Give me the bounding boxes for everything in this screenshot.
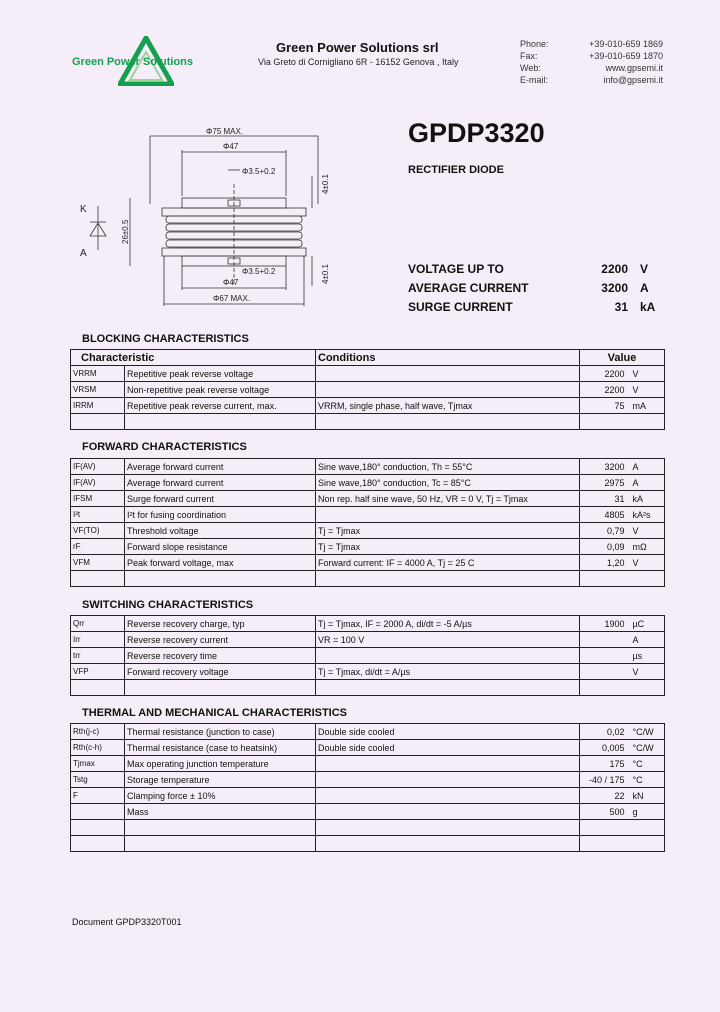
cell-condition: Tj = Tjmax: [316, 539, 580, 555]
cell-condition: [316, 382, 580, 398]
contact-fax: Fax: +39-010-659 1870: [520, 51, 663, 61]
cell-value: 4805: [580, 507, 630, 523]
table-row: [71, 804, 665, 820]
cell-description: Thermal resistance (junction to case): [125, 724, 316, 740]
cell-unit: A: [630, 459, 665, 475]
table-row: [71, 491, 665, 507]
cell-value: 500: [580, 804, 630, 820]
cell-unit: °C/W: [630, 724, 665, 740]
product-type: RECTIFIER DIODE: [408, 164, 504, 176]
cell-symbol: [71, 804, 125, 820]
dim-d35-top: Φ3.5+0.2: [242, 167, 276, 176]
cell-value: 0,02: [580, 724, 630, 740]
cell-symbol: VRSM: [71, 382, 125, 398]
cell-symbol: [71, 414, 125, 430]
cell-description: Reverse recovery charge, typ: [125, 616, 316, 632]
cell-description: Storage temperature: [125, 772, 316, 788]
dim-d67: Φ67 MAX.: [213, 294, 251, 303]
cell-symbol: IRRM: [71, 398, 125, 414]
cell-symbol: [71, 571, 125, 587]
cell-value: 3200: [580, 459, 630, 475]
switching-title: SWITCHING CHARACTERISTICS: [82, 599, 254, 611]
cell-symbol: Rth(c-h): [71, 740, 125, 756]
cell-condition: [316, 756, 580, 772]
cell-condition: [316, 507, 580, 523]
cell-description: Mass: [125, 804, 316, 820]
cell-value: [580, 414, 630, 430]
cell-symbol: Tjmax: [71, 756, 125, 772]
cell-description: Reverse recovery time: [125, 648, 316, 664]
cell-symbol: VF(TO): [71, 523, 125, 539]
table-row: [71, 756, 665, 772]
cell-value: 1900: [580, 616, 630, 632]
dim-h26: 26±0.5: [121, 219, 130, 244]
dim-h401-bot: 4±0.1: [321, 264, 330, 284]
cell-value: 75: [580, 398, 630, 414]
cell-condition: Tj = Tjmax, IF = 2000 A, di/dt = -5 A/µs: [316, 616, 580, 632]
cell-description: Reverse recovery current: [125, 632, 316, 648]
dim-d47-bot: Φ47: [223, 278, 239, 287]
cell-unit: µs: [630, 648, 665, 664]
cell-value: 2200: [580, 382, 630, 398]
forward-title: FORWARD CHARACTERISTICS: [82, 441, 247, 453]
table-row: [71, 366, 665, 382]
document-number: Document GPDP3320T001: [72, 917, 182, 927]
cell-value: 1,20: [580, 555, 630, 571]
cell-unit: [630, 414, 665, 430]
cell-symbol: VRRM: [71, 366, 125, 382]
cell-description: [125, 680, 316, 696]
contact-web[interactable]: Web: www.gpsemi.it: [520, 63, 663, 73]
cell-condition: Non rep. half sine wave, 50 Hz, VR = 0 V, Tj = Tjmax: [316, 491, 580, 507]
table-row: [71, 398, 665, 414]
cell-description: Average forward current: [125, 459, 316, 475]
cell-description: [125, 820, 316, 836]
cell-unit: V: [630, 523, 665, 539]
table-row: [71, 382, 665, 398]
cell-description: Repetitive peak reverse voltage: [125, 366, 316, 382]
table-row: [71, 523, 665, 539]
table-row: [71, 571, 665, 587]
table-row: [71, 740, 665, 756]
cell-symbol: VFM: [71, 555, 125, 571]
cell-symbol: rF: [71, 539, 125, 555]
cell-unit: °C: [630, 772, 665, 788]
cell-value: 0,79: [580, 523, 630, 539]
cell-description: Clamping force ± 10%: [125, 788, 316, 804]
cell-description: Threshold voltage: [125, 523, 316, 539]
cell-description: Forward recovery voltage: [125, 664, 316, 680]
cell-symbol: F: [71, 788, 125, 804]
cell-condition: [316, 648, 580, 664]
cell-value: -40 / 175: [580, 772, 630, 788]
cell-symbol: VFP: [71, 664, 125, 680]
cell-description: Non-repetitive peak reverse voltage: [125, 382, 316, 398]
cell-symbol: I²t: [71, 507, 125, 523]
cell-description: Repetitive peak reverse current, max.: [125, 398, 316, 414]
product-code: GPDP3320: [408, 118, 545, 148]
cell-description: Forward slope resistance: [125, 539, 316, 555]
cell-unit: [630, 836, 665, 852]
table-row: [71, 788, 665, 804]
cell-condition: VR = 100 V: [316, 632, 580, 648]
cell-value: 31: [580, 491, 630, 507]
table-row: [71, 680, 665, 696]
cell-condition: [316, 788, 580, 804]
cell-condition: VRRM, single phase, half wave, Tjmax: [316, 398, 580, 414]
cell-condition: Forward current: IF = 4000 A, Tj = 25 C: [316, 555, 580, 571]
table-row: [71, 724, 665, 740]
table-row: [71, 772, 665, 788]
cell-condition: [316, 571, 580, 587]
cell-description: Thermal resistance (case to heatsink): [125, 740, 316, 756]
cell-symbol: Rth(j-c): [71, 724, 125, 740]
cell-unit: A: [630, 632, 665, 648]
contact-phone: Phone: +39-010-659 1869: [520, 39, 663, 49]
table-row: [71, 664, 665, 680]
cell-symbol: IF(AV): [71, 459, 125, 475]
blocking-table: [70, 349, 665, 430]
cell-condition: Double side cooled: [316, 724, 580, 740]
cell-unit: [630, 680, 665, 696]
cell-unit: g: [630, 804, 665, 820]
cell-unit: °C: [630, 756, 665, 772]
cell-unit: [630, 571, 665, 587]
cell-symbol: IFSM: [71, 491, 125, 507]
cell-value: 2975: [580, 475, 630, 491]
company-address: Via Greto di Cornigliano 6R - 16152 Genova , Italy: [258, 57, 459, 67]
cell-condition: [316, 414, 580, 430]
cell-condition: Sine wave,180° conduction, Th = 55°C: [316, 459, 580, 475]
cell-description: Surge forward current: [125, 491, 316, 507]
table-row: [71, 459, 665, 475]
cell-value: 2200: [580, 366, 630, 382]
cell-condition: [316, 366, 580, 382]
cell-description: [125, 836, 316, 852]
cell-unit: kN: [630, 788, 665, 804]
label-a: A: [80, 248, 87, 259]
table-row: [71, 648, 665, 664]
cell-condition: Double side cooled: [316, 740, 580, 756]
table-header: [71, 350, 665, 366]
cell-description: [125, 414, 316, 430]
company-name: Green Power Solutions srl: [276, 40, 439, 55]
cell-condition: [316, 836, 580, 852]
logo-text: Green Power Solutions: [72, 56, 194, 68]
cell-value: [580, 571, 630, 587]
cell-value: [580, 820, 630, 836]
cell-value: [580, 664, 630, 680]
table-row: [71, 539, 665, 555]
cell-unit: V: [630, 382, 665, 398]
table-row: [71, 555, 665, 571]
dim-d35-bot: Φ3.5+0.2: [242, 267, 276, 276]
cell-condition: [316, 804, 580, 820]
contact-block: [520, 38, 663, 86]
header-conditions: Conditions: [316, 350, 580, 366]
blocking-title: BLOCKING CHARACTERISTICS: [82, 333, 249, 345]
cell-symbol: IF(AV): [71, 475, 125, 491]
cell-unit: [630, 820, 665, 836]
cell-condition: [316, 772, 580, 788]
cell-unit: kA²s: [630, 507, 665, 523]
cell-description: I²t for fusing coordination: [125, 507, 316, 523]
header-value: Value: [580, 350, 665, 366]
cell-unit: µC: [630, 616, 665, 632]
cell-unit: mA: [630, 398, 665, 414]
cell-value: [580, 632, 630, 648]
package-drawing: [78, 124, 348, 314]
cell-description: Peak forward voltage, max: [125, 555, 316, 571]
cell-value: 0,09: [580, 539, 630, 555]
cell-description: Max operating junction temperature: [125, 756, 316, 772]
cell-unit: mΩ: [630, 539, 665, 555]
contact-email[interactable]: E-mail: info@gpsemi.it: [520, 75, 663, 85]
table-row: [71, 507, 665, 523]
table-row: [71, 632, 665, 648]
dim-d75: Φ75 MAX.: [206, 127, 244, 136]
cell-value: 0,005: [580, 740, 630, 756]
cell-symbol: [71, 836, 125, 852]
cell-unit: V: [630, 366, 665, 382]
thermal-table: [70, 723, 665, 852]
table-row: [71, 414, 665, 430]
header-characteristic: Characteristic: [71, 350, 316, 366]
label-k: K: [80, 204, 87, 215]
table-row: [71, 820, 665, 836]
thermal-title: THERMAL AND MECHANICAL CHARACTERISTICS: [82, 707, 348, 719]
cell-symbol: trr: [71, 648, 125, 664]
dim-d47-top: Φ47: [223, 142, 239, 151]
table-row: [71, 475, 665, 491]
cell-condition: Tj = Tjmax, di/dt = A/µs: [316, 664, 580, 680]
cell-value: [580, 648, 630, 664]
cell-value: 22: [580, 788, 630, 804]
table-row: [71, 836, 665, 852]
cell-value: 175: [580, 756, 630, 772]
dim-h401-top: 4±0.1: [321, 174, 330, 194]
cell-symbol: Tstg: [71, 772, 125, 788]
cell-condition: Sine wave,180° conduction, Tc = 85°C: [316, 475, 580, 491]
forward-table: [70, 458, 665, 587]
cell-unit: A: [630, 475, 665, 491]
switching-table: [70, 615, 665, 696]
cell-value: [580, 680, 630, 696]
cell-unit: kA: [630, 491, 665, 507]
cell-symbol: [71, 820, 125, 836]
cell-symbol: [71, 680, 125, 696]
cell-description: [125, 571, 316, 587]
cell-unit: V: [630, 664, 665, 680]
cell-symbol: Irr: [71, 632, 125, 648]
cell-condition: Tj = Tjmax: [316, 523, 580, 539]
cell-unit: V: [630, 555, 665, 571]
cell-condition: [316, 820, 580, 836]
cell-symbol: Qrr: [71, 616, 125, 632]
table-row: [71, 616, 665, 632]
cell-description: Average forward current: [125, 475, 316, 491]
cell-condition: [316, 680, 580, 696]
cell-value: [580, 836, 630, 852]
cell-unit: °C/W: [630, 740, 665, 756]
